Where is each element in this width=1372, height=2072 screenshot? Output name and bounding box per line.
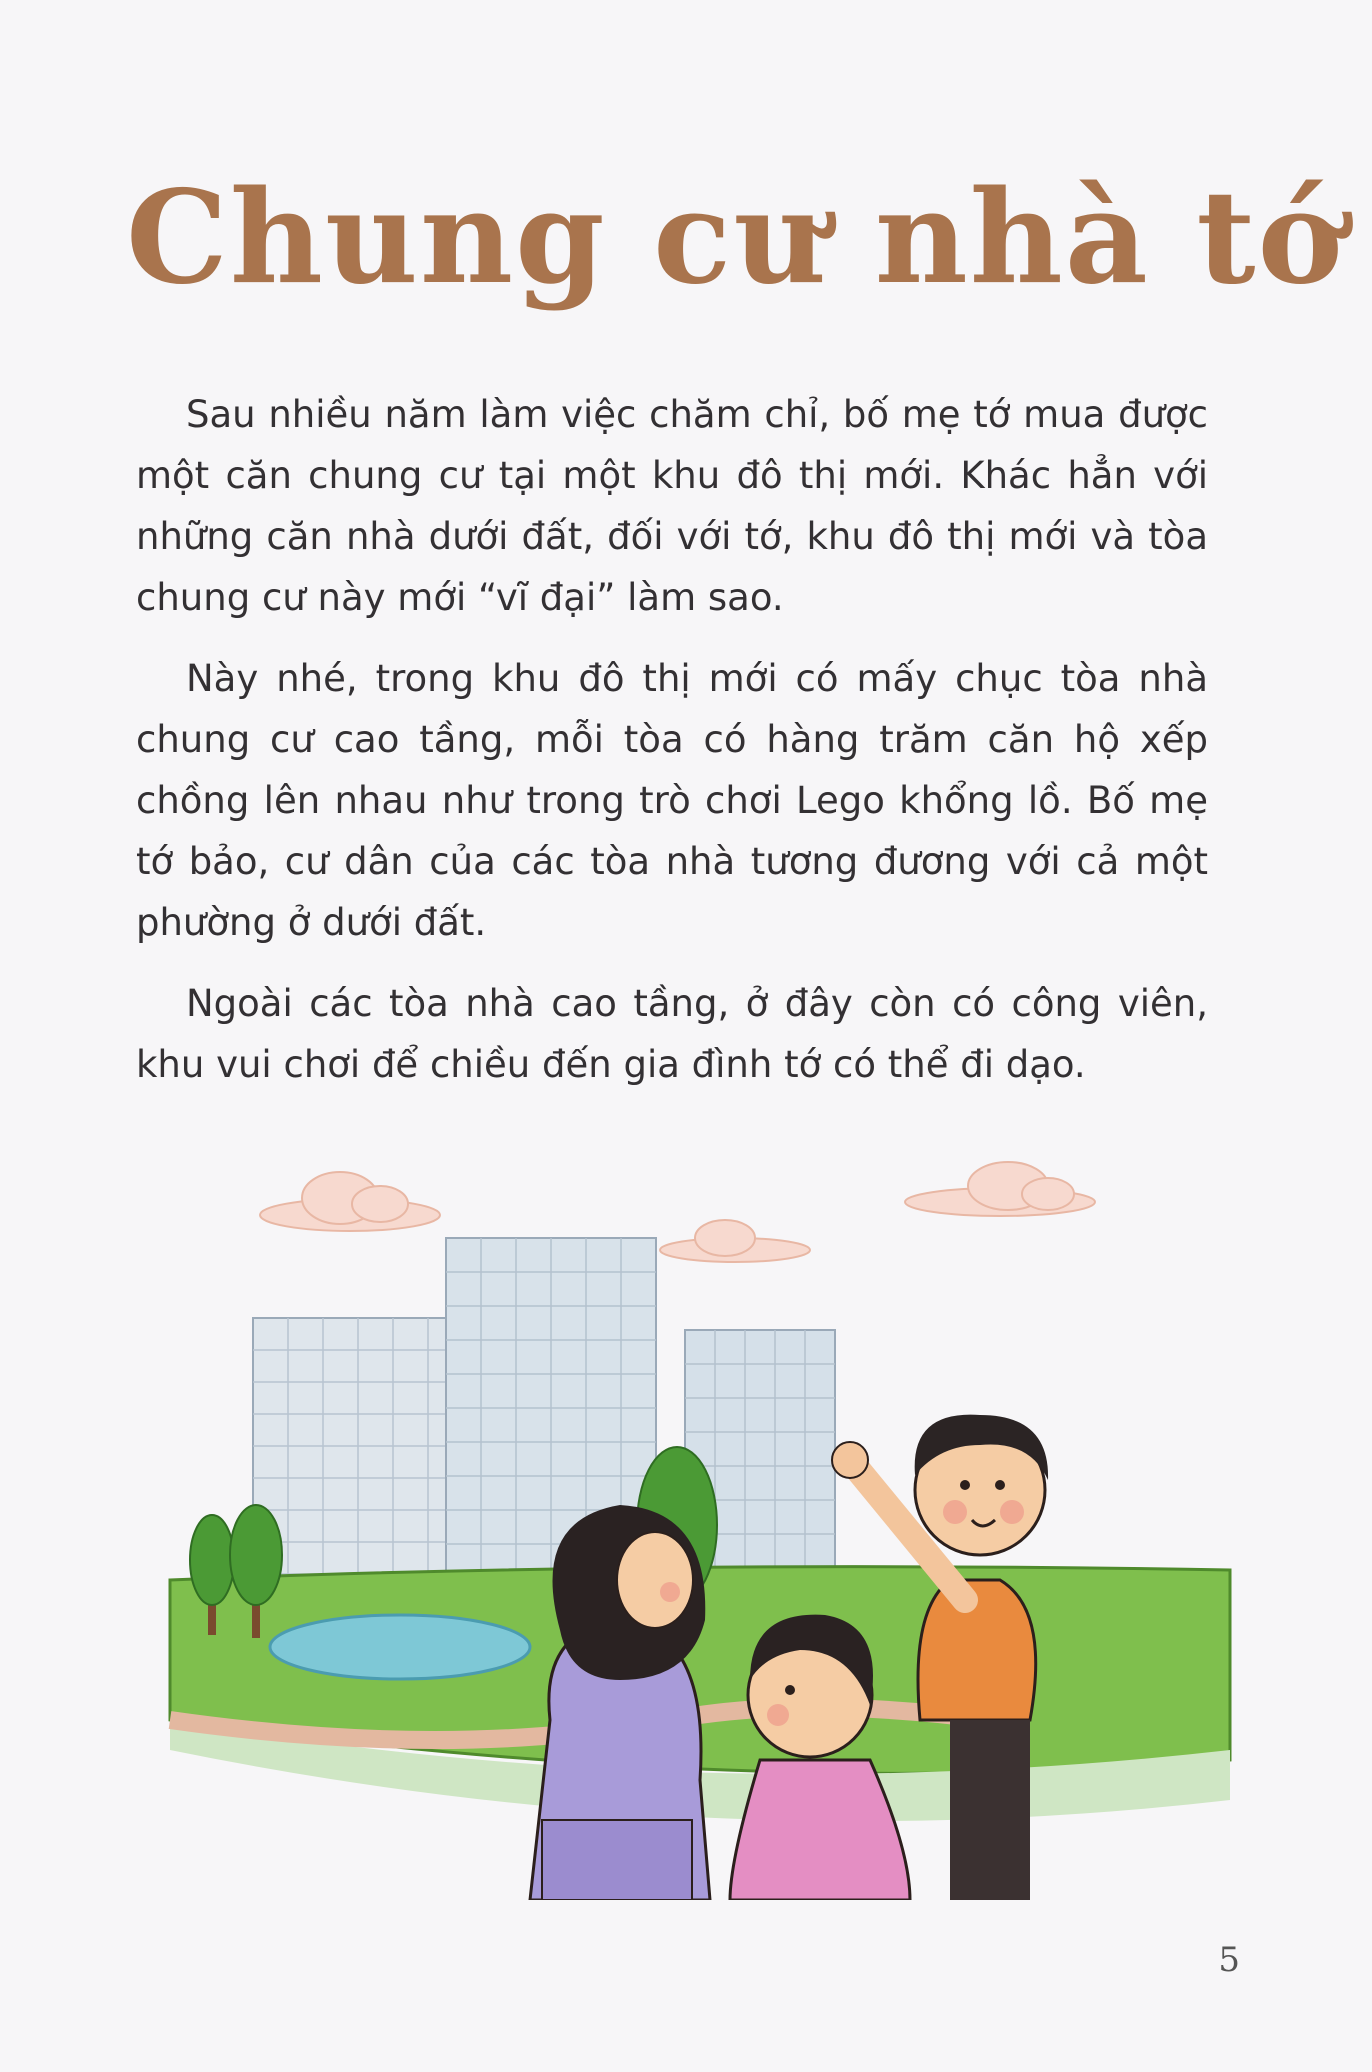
page-title: Chung cư nhà tớ (126, 163, 1345, 313)
mother-figure (530, 1505, 710, 1900)
family-park-illustration (150, 1160, 1250, 1900)
pond (270, 1615, 530, 1679)
page-number: 5 (1218, 1940, 1240, 1980)
cloud-1 (260, 1172, 440, 1231)
paragraph-3: Ngoài các tòa nhà cao tầng, ở đây còn có công viên, khu vui chơi để chiều đến gia đình tớ có thể đi dạo. (136, 982, 1208, 1086)
paragraph-2: Này nhé, trong khu đô thị mới có mấy chục tòa nhà chung cư cao tầng, mỗi tòa có hàng trăm căn hộ xếp chồng lên nhau như trong trò chơi Lego khổng lồ. Bố mẹ tớ bảo, cư dân của các tòa nhà tương đương với cả một phường ở dưới đất. (136, 657, 1208, 944)
building-left (253, 1318, 463, 1603)
body-text (136, 384, 1208, 1115)
cloud-3 (905, 1162, 1095, 1216)
cloud-2 (660, 1220, 810, 1262)
paragraph-1: Sau nhiều năm làm việc chăm chỉ, bố mẹ tớ mua được một căn chung cư tại một khu đô thị mới. Khác hẳn với những căn nhà dưới đất, đối với tớ, khu đô thị mới và tòa chung cư này mới “vĩ đại” làm sao. (136, 393, 1208, 619)
